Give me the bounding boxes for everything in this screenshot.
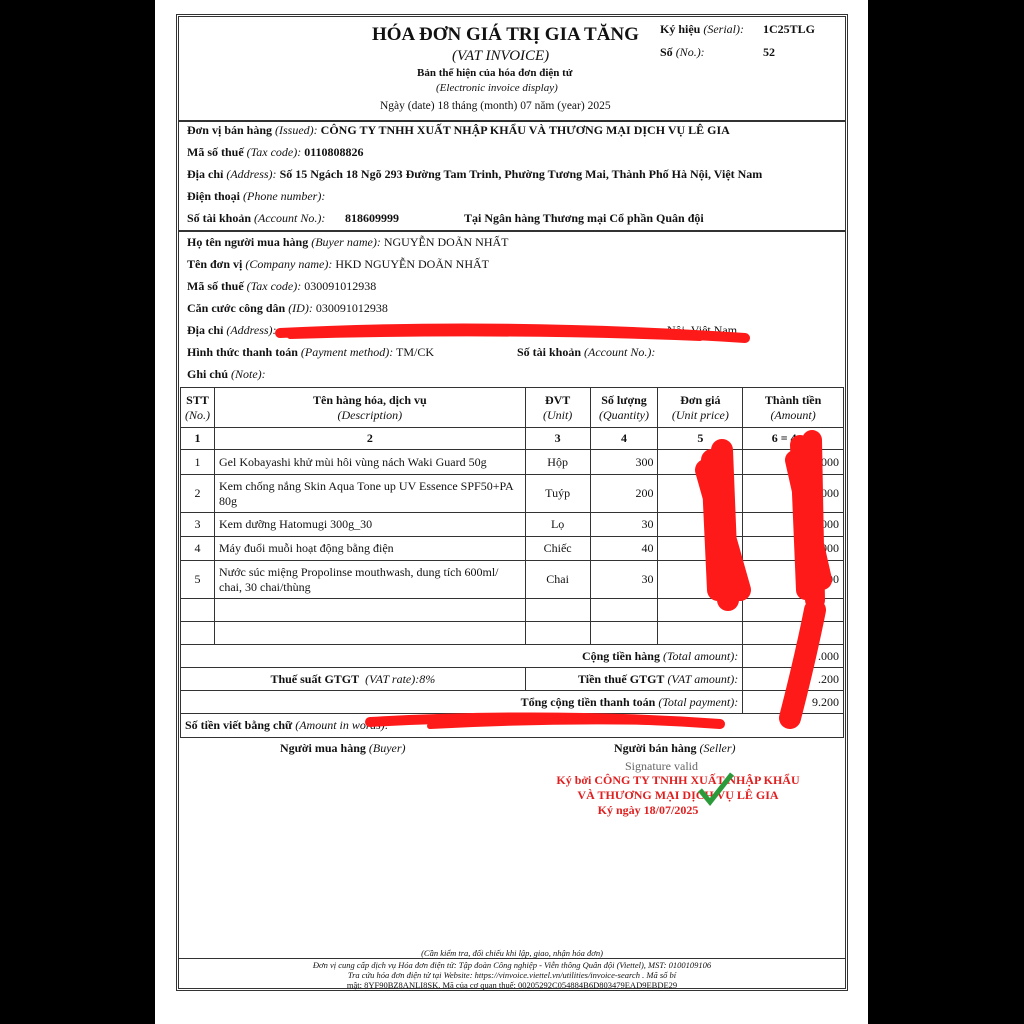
- table-row: [181, 561, 844, 599]
- seller-signature-label: Người bán hàng (Seller): [614, 741, 736, 755]
- cell-no: 1: [181, 450, 215, 475]
- signed-date: Ký ngày 18/07/2025: [597, 803, 699, 817]
- seller-address: Địa chỉ (Address): Số 15 Ngách 18 Ngõ 293 Đường Tam Trinh, Phường Tương Mai, Thành Phố Hà Nội, Việt Nam: [187, 167, 763, 181]
- cell-amount: .000: [743, 561, 844, 599]
- buyer-company: Tên đơn vị (Company name): HKD NGUYỄN DOÃN NHẤT: [187, 257, 489, 271]
- items-table: [180, 387, 844, 738]
- cell-qty: 300: [590, 450, 658, 475]
- buyer-address: Địa chỉ (Address):: [187, 323, 277, 337]
- empty-row: [181, 622, 844, 645]
- cell-no: 3: [181, 513, 215, 537]
- cell-unit: Hộp: [525, 450, 590, 475]
- display-vi: Bản thể hiện của hóa đơn điện tử: [417, 67, 573, 79]
- cell-no: 4: [181, 537, 215, 561]
- invoice-subtitle: (VAT INVOICE): [452, 48, 550, 64]
- cell-desc: Máy đuổi muỗi hoạt động bằng điện: [215, 537, 526, 561]
- cell-price: [658, 475, 743, 513]
- buyer-payment: Hình thức thanh toán (Payment method): TM/CK: [187, 345, 435, 359]
- cell-price: [658, 537, 743, 561]
- cell-qty: 30: [590, 561, 658, 599]
- cell-unit: Chiếc: [525, 537, 590, 561]
- cell-qty: 40: [590, 537, 658, 561]
- cell-qty: 200: [590, 475, 658, 513]
- signature-valid: Signature valid: [625, 759, 698, 773]
- cell-desc: Kem chống nắng Skin Aqua Tone up UV Essence SPF50+PA 80g: [215, 475, 526, 513]
- footer-lookup: Tra cứu hóa đơn điện tử tại Website: https://vinvoice.viettel.vn/utilities/invoice-search . Mã số bí: [347, 970, 677, 980]
- no-value: 52: [763, 45, 775, 59]
- seller-issued: Đơn vị bán hàng (Issued): CÔNG TY TNHH XUẤT NHẬP KHẨU VÀ THƯƠNG MẠI DỊCH VỤ LÊ GIA: [187, 123, 730, 137]
- seller-bank: Tại Ngân hàng Thương mại Cổ phần Quân đội: [464, 211, 704, 225]
- buyer-id: Căn cước công dân (ID): 030091012938: [187, 301, 388, 315]
- total-payment-row: Tổng cộng tiền thanh toán (Total payment): 9.200: [181, 691, 844, 714]
- buyer-note: Ghi chú (Note):: [187, 367, 266, 381]
- amount-words-row: Số tiền viết bằng chữ (Amount in words):: [181, 714, 844, 738]
- seller-account: Số tài khoản (Account No.):: [187, 211, 326, 225]
- buyer-account: Số tài khoản (Account No.):: [517, 345, 656, 359]
- table-row: [181, 450, 844, 475]
- seller-tax: Mã số thuế (Tax code): 0110808826: [187, 145, 364, 159]
- cell-desc: Gel Kobayashi khử mùi hôi vùng nách Waki Guard 50g: [215, 450, 526, 475]
- no-label: Số (No.):: [660, 45, 705, 59]
- footer-provider: Đơn vị cung cấp dịch vụ Hóa đơn điện tử: Tập đoàn Công nghiệp - Viễn thông Quân đội (Viettel), MST: 0100109106: [312, 960, 712, 970]
- table-row: [181, 537, 844, 561]
- vat-row: Thuế suất GTGT (VAT rate):8% Tiền thuế GTGT (VAT amount): .200: [181, 668, 844, 691]
- divider: [179, 120, 845, 122]
- cell-amount: .000: [743, 450, 844, 475]
- invoice-date: Ngày (date) 18 tháng (month) 07 năm (year) 2025: [380, 100, 611, 112]
- serial-label: Ký hiệu (Serial):: [660, 22, 744, 36]
- total-row: Cộng tiền hàng (Total amount): .000: [181, 645, 844, 668]
- cell-no: 5: [181, 561, 215, 599]
- cell-unit: Chai: [525, 561, 590, 599]
- divider: [179, 958, 845, 959]
- cell-unit: Tuýp: [525, 475, 590, 513]
- cell-amount: .000: [743, 475, 844, 513]
- display-en: (Electronic invoice display): [436, 82, 558, 94]
- cell-desc: Kem dưỡng Hatomugi 300g_30: [215, 513, 526, 537]
- cell-no: 2: [181, 475, 215, 513]
- buyer-signature-label: Người mua hàng (Buyer): [280, 741, 406, 755]
- buyer-address-visible: Nội, Việt Nam: [667, 323, 738, 337]
- table-row: [181, 475, 844, 513]
- cell-price: [658, 513, 743, 537]
- cell-price: [658, 561, 743, 599]
- footer-secret: mật: 8YF90BZ8ANLI8SK. Mã của cơ quan thuế: 00205292C054884B6D803479EAD9EBDE29: [346, 980, 678, 990]
- cell-amount: .000: [743, 513, 844, 537]
- cell-amount: .000: [743, 537, 844, 561]
- cell-unit: Lọ: [525, 513, 590, 537]
- signed-by: Ký bởi CÔNG TY TNHH XUẤT NHẬP KHẨU VÀ THƯƠNG MẠI DỊCH VỤ LÊ GIA: [556, 773, 800, 802]
- table-index-row: 1 2 3 4 5 6 = 4 x 5: [181, 428, 844, 450]
- cell-qty: 30: [590, 513, 658, 537]
- cell-price: [658, 450, 743, 475]
- footer-check: (Cần kiểm tra, đối chiếu khi lập, giao, nhận hóa đơn): [421, 948, 603, 958]
- seller-phone: Điện thoại (Phone number):: [187, 189, 326, 203]
- table-row: [181, 513, 844, 537]
- invoice-title: HÓA ĐƠN GIÁ TRỊ GIA TĂNG: [372, 24, 639, 45]
- buyer-name: Họ tên người mua hàng (Buyer name): NGUYỄN DOÃN NHẤT: [187, 235, 509, 249]
- buyer-tax: Mã số thuế (Tax code): 030091012938: [187, 279, 377, 293]
- divider: [179, 230, 845, 232]
- cell-desc: Nước súc miệng Propolinse mouthwash, dung tích 600ml/ chai, 30 chai/thùng: [215, 561, 526, 599]
- seller-account-no: 818609999: [345, 211, 399, 225]
- empty-row: [181, 599, 844, 622]
- check-icon: [696, 770, 736, 806]
- table-header-row: STT (No.) Tên hàng hóa, dịch vụ (Description) ĐVT (Unit) Số lượng (Quantity) Đơn giá (Unit price) Thành tiền (Amount): [181, 388, 844, 428]
- serial-value: 1C25TLG: [763, 22, 816, 36]
